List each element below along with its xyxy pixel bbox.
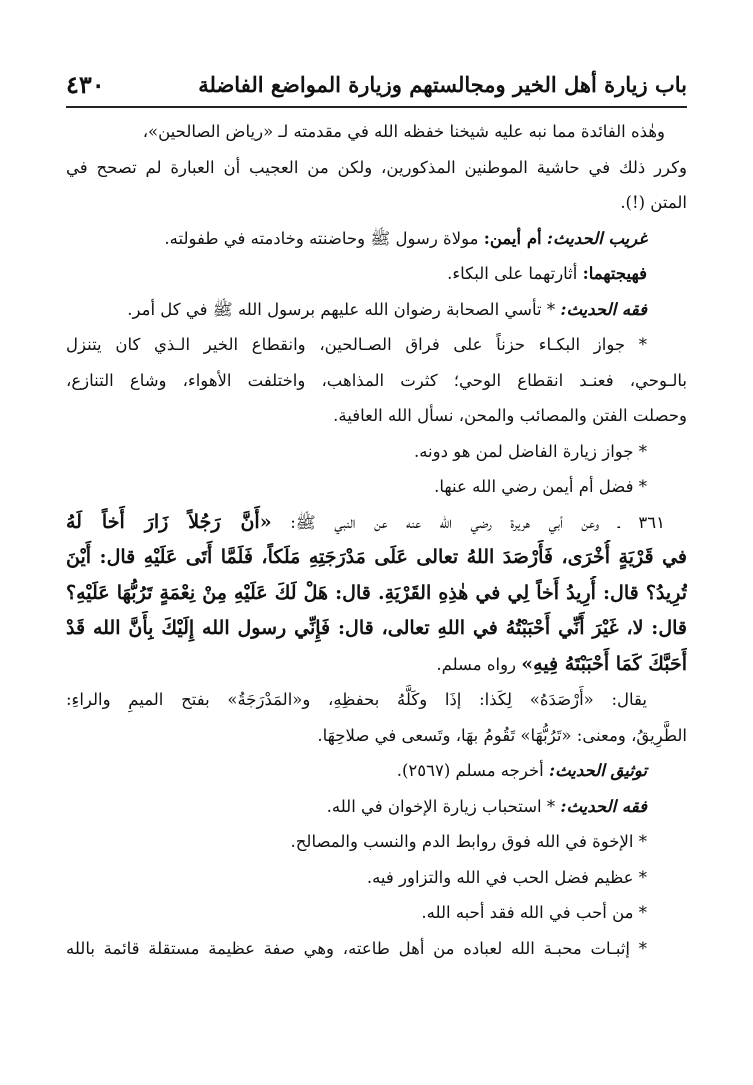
hadith-line [66, 505, 687, 541]
chapter-title: باب زيارة أهل الخير ومجالستهم وزيارة المواضع الفاضلة [198, 72, 687, 97]
bullet-line: * من أحب في الله فقد أحبه الله. [421, 903, 647, 922]
text-line: الطَّرِيقُ، ومعنى: «تَرُبُّهَا» تَقُومُ بهَا، وتَسعى في صلاحِهَا. [317, 725, 687, 745]
hadith-line: قال: لا، غَيْرَ أَنِّي أَحْبَبْتُهُ في اللهِ تعالى، قال: فَإِنِّي رسول الله إِلَيْكَ بِأَنَّ الله قَدْ [66, 617, 687, 639]
hadith-line: تُرِيدُ؟ قال: أُرِيدُ أَخاً لِي في هٰذِهِ القَرْيَةِ. قال: هَلْ لَكَ عَلَيْهِ مِنْ نِعْمَةٍ تَرُبُّهَا عَلَيْهِ؟ [66, 581, 687, 604]
hadith-number: ٣٦١ ـ وعن أبي هريرة رضي الله عنه عن النبي ﷺ: [290, 512, 666, 532]
bullet-line: * فضل أم أيمن رضي الله عنها. [434, 477, 647, 496]
hadith-source: رواه مسلم. [436, 654, 517, 674]
page-number: ٤٣٠ [66, 70, 105, 99]
term: أم أيمن: [483, 228, 542, 248]
hadith-text: «أَنَّ رَجُلاً زَارَ أَخاً لَهُ [66, 510, 272, 533]
page-body [66, 114, 687, 966]
text-line: وكرر ذلك في حاشية الموطنين المذكورين، ولكن من العجيب أن العبارة لم تصحح في [66, 157, 687, 177]
gharib-line: غريب الحديث: أم أيمن: مولاة رسول ﷺ وحاضنته وخادمته في طفولته. [164, 228, 647, 248]
text-line: المتن (!). [620, 193, 687, 212]
bullet-line: * جواز البكـاء حزناً على فراق الصـالحين، وانقطاع الخير الـذي كان يتنزل [66, 335, 647, 354]
text-line: وحصلت الفتن والمصائب والمحن، نسأل الله العافية. [333, 406, 687, 425]
bullet-line: * الإخوة في الله فوق روابط الدم والنسب والمصالح. [290, 832, 647, 851]
bullet-line: * إثبـات محبـة الله لعباده من أهل طاعته، وهي صفة عظيمة مستقلة قائمة بالله [66, 938, 647, 958]
section-label: فقه الحديث: [560, 299, 647, 319]
section-label: توثيق الحديث: [548, 761, 647, 780]
text-line: بالـوحي، فعنـد انقطاع الوحي؛ كثرت المذاهب، واختلفت الأهواء، وشاع التنازع، [66, 370, 687, 390]
fiqh-line: فقه الحديث: * تأسي الصحابة رضوان الله عليهم برسول الله ﷺ في كل أمر. [127, 299, 647, 319]
section-label: غريب الحديث: [546, 228, 647, 248]
section-label: فقه الحديث: [560, 796, 647, 816]
hadith-line: في قَرْيَةٍ أُخْرَى، فَأَرْصَدَ اللهُ تعالى عَلَى مَدْرَجَتِهِ مَلَكاً، فَلَمَّا أَتَى عَلَيْهِ قال: أَيْنَ [66, 546, 687, 568]
page-header [66, 66, 687, 108]
hadith-text: أَحَبَّكَ كَمَا أَحْبَبْتَهُ فِيهِ» [521, 652, 687, 675]
text-line: وهٰذه الفائدة مما نبه عليه شيخنا خفظه الله في مقدمته لـ «رياض الصالحين»، [142, 122, 665, 141]
bullet-line: * عظيم فضل الحب في الله والتزاور فيه. [366, 867, 647, 887]
term: فهيجتهما: [582, 264, 647, 283]
fiqh-line: فقه الحديث: * استحباب زيارة الإخوان في الله. [326, 796, 647, 816]
gharib-line: فهيجتهما: أثارتهما على البكاء. [447, 264, 647, 283]
bullet-line: * جواز زيارة الفاضل لمن هو دونه. [413, 441, 647, 461]
tawthiq-line: توثيق الحديث: أخرجه مسلم (٢٥٦٧). [396, 761, 647, 780]
hadith-line [66, 647, 687, 683]
text-line: يقال: «أَرْصَدَهُ» لِكَذا: إذَا وكَلَّهُ بحفظِهِ، و«المَدْرَجَةُ» بفتح الميمِ والراءِ: [66, 690, 647, 709]
